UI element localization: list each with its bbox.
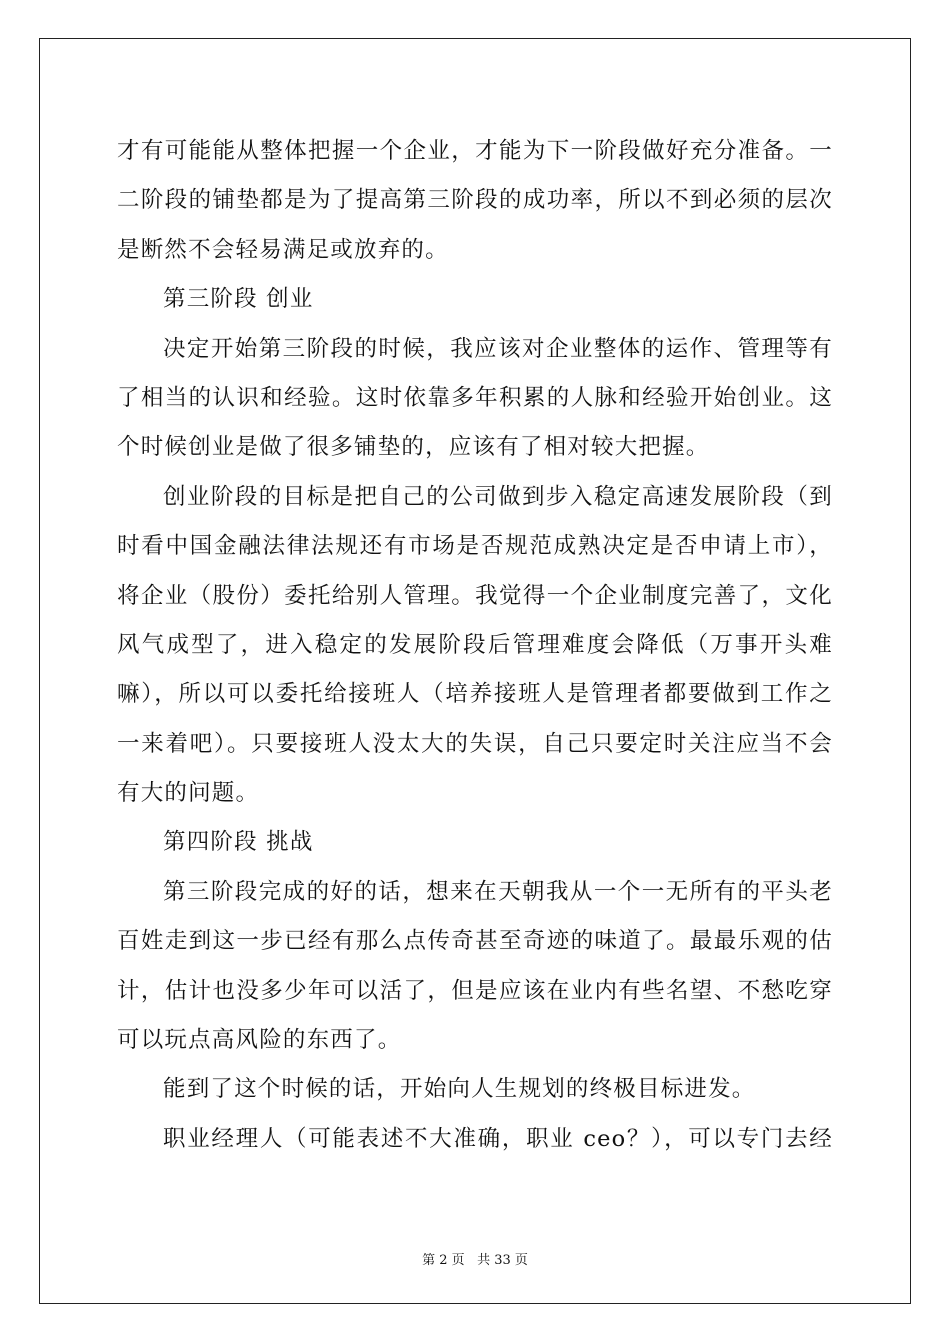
text-line: 风气成型了，进入稳定的发展阶段后管理难度会降低（万事开头难: [117, 631, 833, 658]
text-line: 是断然不会轻易满足或放弃的。: [117, 236, 449, 263]
text-line: 时看中国金融法律法规还有市场是否规范成熟决定是否申请上市），: [117, 533, 833, 560]
section-heading: 第三阶段 创业: [163, 286, 314, 313]
text-line: 职业经理人（可能表述不大准确，职业 ceo？），可以专门去经: [163, 1125, 833, 1152]
text-line: 二阶段的铺垫都是为了提高第三阶段的成功率，所以不到必须的层次: [117, 187, 833, 214]
text-line: 计，估计也没多少年可以活了，但是应该在业内有些名望、不愁吃穿: [117, 977, 833, 1004]
text-line: 第三阶段完成的好的话，想来在天朝我从一个一无所有的平头老: [163, 878, 833, 905]
text-line: 一来着吧）。只要接班人没太大的失误，自己只要定时关注应当不会: [117, 730, 833, 757]
text-line: 有大的问题。: [117, 780, 260, 807]
text-line: 才有可能能从整体把握一个企业，才能为下一阶段做好充分准备。一: [117, 138, 833, 164]
total-pages: 共 33 页: [477, 1253, 528, 1268]
document-body: [117, 127, 833, 1164]
text-line: 创业阶段的目标是把自己的公司做到步入稳定高速发展阶段（到: [163, 483, 833, 510]
text-line: 了相当的认识和经验。这时依靠多年积累的人脉和经验开始创业。这: [117, 384, 833, 411]
text-line: 可以玩点高风险的东西了。: [117, 1027, 402, 1054]
text-line: 百姓走到这一步已经有那么点传奇甚至奇迹的味道了。最最乐观的估: [117, 928, 833, 955]
text-line: 将企业（股份）委托给别人管理。我觉得一个企业制度完善了，文化: [117, 582, 833, 609]
page-footer: [0, 1249, 950, 1268]
text-line: 个时候创业是做了很多铺垫的，应该有了相对较大把握。: [117, 434, 710, 461]
section-heading: 第四阶段 挑战: [163, 829, 314, 856]
text-line: 决定开始第三阶段的时候，我应该对企业整体的运作、管理等有: [163, 335, 833, 362]
text-line: 能到了这个时候的话，开始向人生规划的终极目标进发。: [163, 1076, 756, 1103]
page-number: 第 2 页: [422, 1253, 465, 1268]
text-line: 嘛），所以可以委托给接班人（培养接班人是管理者都要做到工作之: [117, 681, 833, 708]
